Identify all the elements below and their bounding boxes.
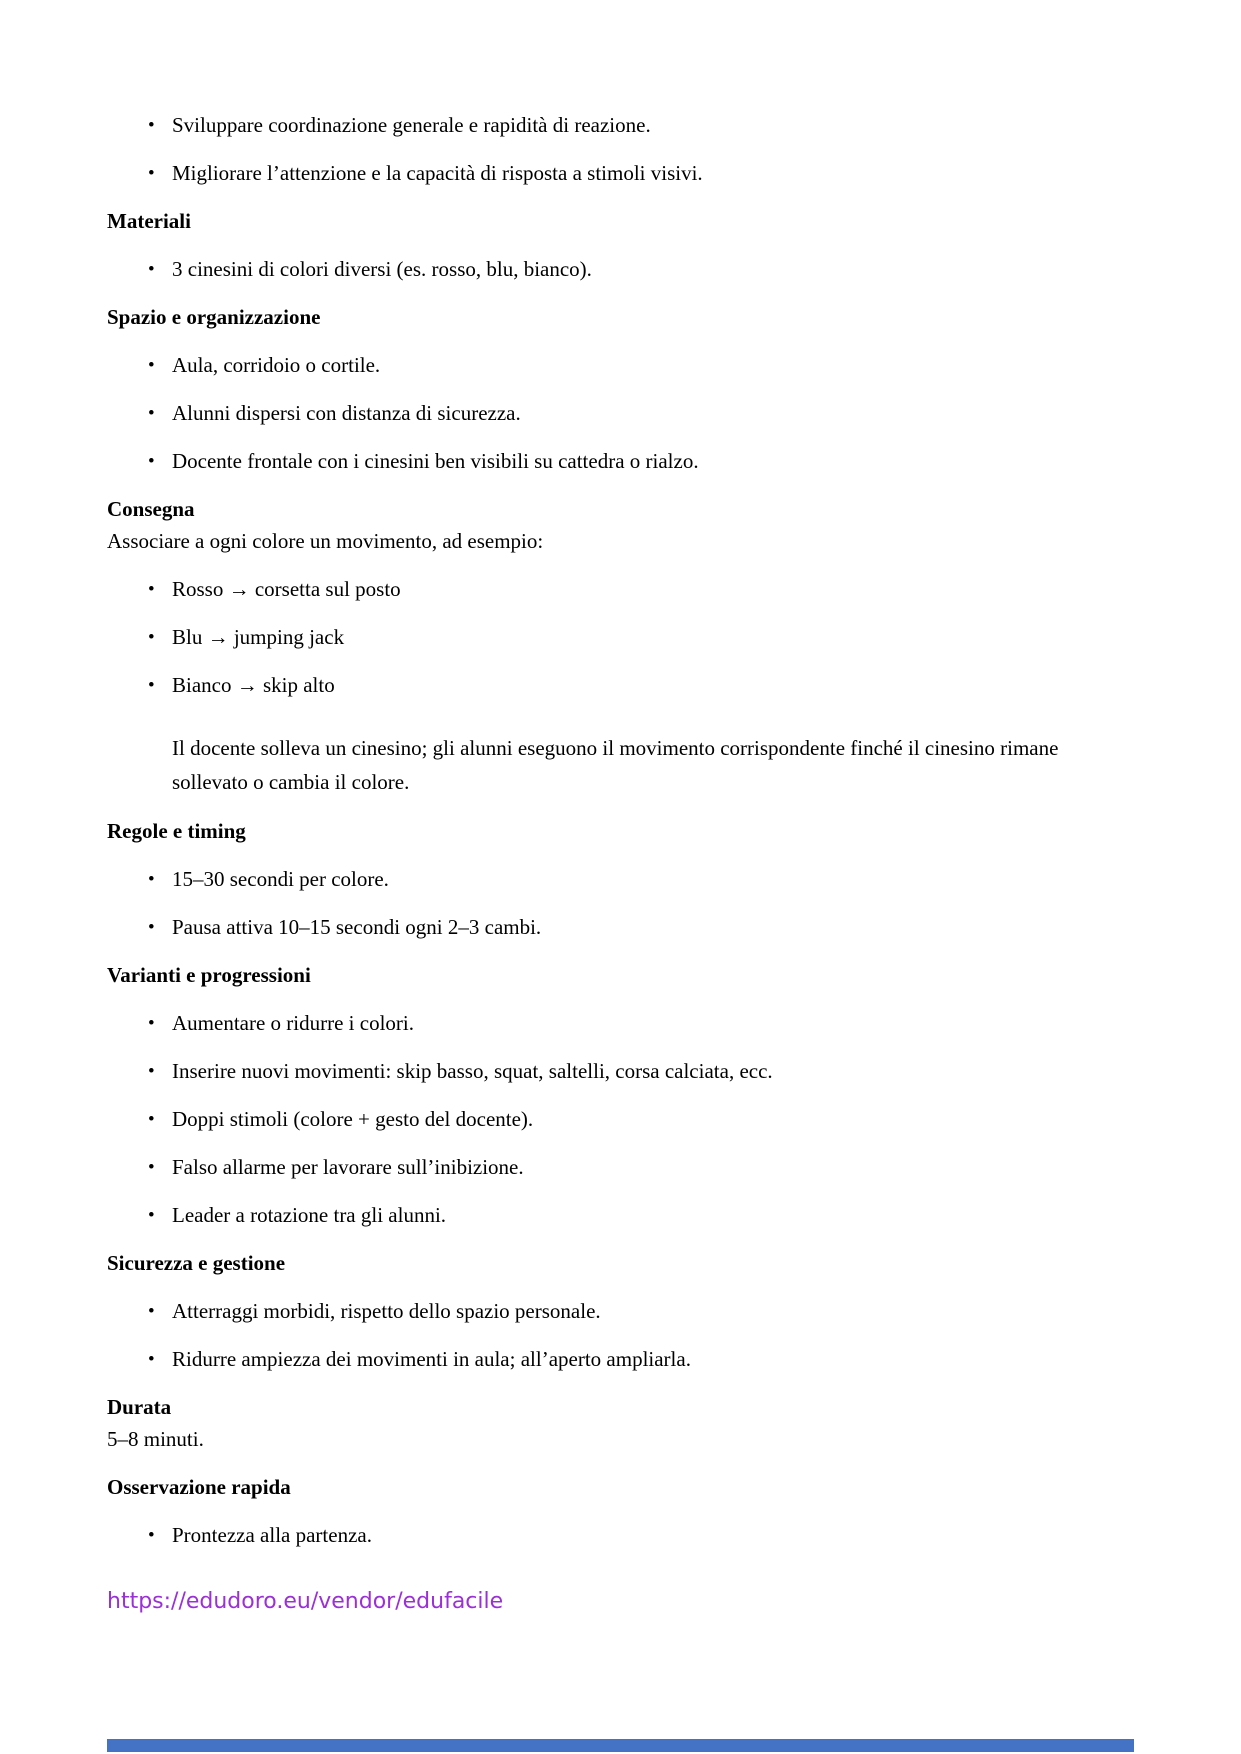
bullet-icon: • bbox=[148, 917, 155, 938]
list-item bbox=[107, 670, 1134, 701]
section-lead-text: Associare a ogni colore un movimento, ad esempio: bbox=[107, 529, 544, 553]
list-item bbox=[107, 1200, 1134, 1231]
list-item bbox=[107, 158, 1134, 189]
bullet-icon: • bbox=[148, 1061, 155, 1082]
consegna-paragraph: Il docente solleva un cinesino; gli alunni eseguono il movimento corrispondente finché il cinesino rimane sollevato o cambia il colore. bbox=[172, 736, 1059, 794]
list-item-text: Rosso → corsetta sul posto bbox=[172, 577, 401, 601]
list-item bbox=[107, 1008, 1134, 1039]
bullet-icon: • bbox=[148, 627, 155, 648]
bullet-icon: • bbox=[148, 1013, 155, 1034]
list-item-text: Prontezza alla partenza. bbox=[172, 1523, 372, 1547]
list-item bbox=[107, 1152, 1134, 1183]
list-item bbox=[107, 1344, 1134, 1375]
list-item bbox=[107, 622, 1134, 653]
list-item-text: Ridurre ampiezza dei movimenti in aula; all’aperto ampliarla. bbox=[172, 1347, 691, 1371]
bullet-icon: • bbox=[148, 1109, 155, 1130]
bullet-icon: • bbox=[148, 451, 155, 472]
section-heading-varianti: Varianti e progressioni bbox=[107, 963, 311, 987]
list-item-text: Aumentare o ridurre i colori. bbox=[172, 1011, 414, 1035]
section-heading-materiali: Materiali bbox=[107, 209, 191, 233]
list-item bbox=[107, 398, 1134, 429]
bullet-icon: • bbox=[148, 1525, 155, 1546]
section-lead-text: 5–8 minuti. bbox=[107, 1427, 204, 1451]
section-heading-spazio: Spazio e organizzazione bbox=[107, 305, 321, 329]
list-item-text: Alunni dispersi con distanza di sicurezza. bbox=[172, 401, 521, 425]
list-item bbox=[107, 254, 1134, 285]
section-heading-durata: Durata bbox=[107, 1395, 172, 1419]
list-item-text: Leader a rotazione tra gli alunni. bbox=[172, 1203, 447, 1227]
bullet-icon: • bbox=[148, 869, 155, 890]
section-heading-consegna: Consegna bbox=[107, 497, 195, 521]
list-item bbox=[107, 110, 1134, 141]
bullet-icon: • bbox=[148, 1157, 155, 1178]
bullet-icon: • bbox=[148, 1349, 155, 1370]
list-item-text: Aula, corridoio o cortile. bbox=[172, 353, 381, 377]
list-item-text: Blu → jumping jack bbox=[172, 625, 345, 649]
list-item bbox=[107, 1296, 1134, 1327]
list-item-text: Pausa attiva 10–15 secondi ogni 2–3 cambi. bbox=[172, 915, 542, 939]
list-item-text: Migliorare l’attenzione e la capacità di risposta a stimoli visivi. bbox=[172, 161, 703, 185]
bullet-icon: • bbox=[148, 675, 155, 696]
bullet-icon: • bbox=[148, 259, 155, 280]
list-item-text: Docente frontale con i cinesini ben visibili su cattedra o rialzo. bbox=[172, 449, 699, 473]
bullet-icon: • bbox=[148, 1301, 155, 1322]
section-heading-sicurezza: Sicurezza e gestione bbox=[107, 1251, 286, 1275]
list-item-text: Sviluppare coordinazione generale e rapidità di reazione. bbox=[172, 113, 651, 137]
list-item bbox=[107, 1104, 1134, 1135]
list-item bbox=[107, 1056, 1134, 1087]
bullet-icon: • bbox=[148, 579, 155, 600]
list-item-text: 3 cinesini di colori diversi (es. rosso, blu, bianco). bbox=[172, 257, 592, 281]
section-heading-osservazione: Osservazione rapida bbox=[107, 1475, 291, 1499]
list-item-text: Atterraggi morbidi, rispetto dello spazio personale. bbox=[172, 1299, 601, 1323]
section-heading-regole: Regole e timing bbox=[107, 819, 246, 843]
document-content bbox=[107, 110, 1134, 1616]
list-item bbox=[107, 574, 1134, 605]
list-item-text: Inserire nuovi movimenti: skip basso, squat, saltelli, corsa calciata, ecc. bbox=[172, 1059, 773, 1083]
list-item-text: Doppi stimoli (colore + gesto del docente). bbox=[172, 1107, 534, 1131]
footer-link[interactable]: https://edudoro.eu/vendor/edufacile bbox=[107, 1589, 504, 1614]
list-item-text: Falso allarme per lavorare sull’inibizione. bbox=[172, 1155, 524, 1179]
footer-bar bbox=[107, 1739, 1134, 1752]
bullet-icon: • bbox=[148, 1205, 155, 1226]
bullet-icon: • bbox=[148, 115, 155, 136]
bullet-icon: • bbox=[148, 403, 155, 424]
bullet-icon: • bbox=[148, 163, 155, 184]
list-item-text: Bianco → skip alto bbox=[172, 673, 335, 697]
bullet-icon: • bbox=[148, 355, 155, 376]
list-item bbox=[107, 1520, 1134, 1551]
list-item bbox=[107, 350, 1134, 381]
list-item bbox=[107, 864, 1134, 895]
list-item-text: 15–30 secondi per colore. bbox=[172, 867, 389, 891]
list-item bbox=[107, 446, 1134, 477]
list-item bbox=[107, 912, 1134, 943]
